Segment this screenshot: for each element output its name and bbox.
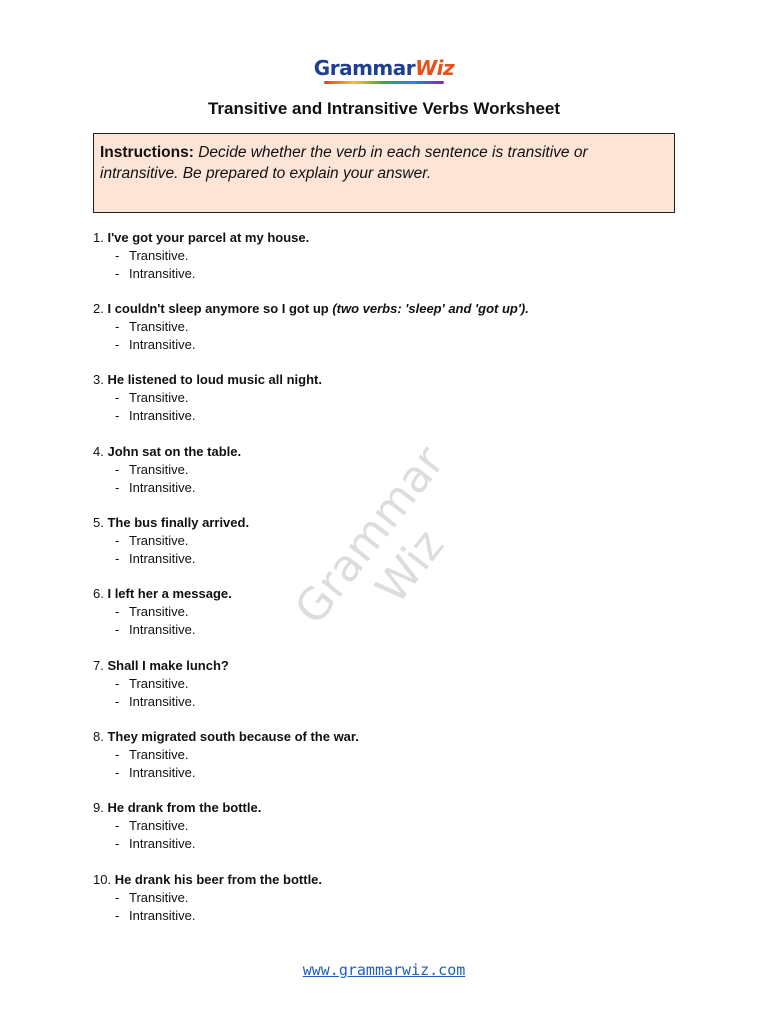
question-text: He drank his beer from the bottle. — [114, 872, 323, 887]
answer-option[interactable] — [93, 265, 309, 283]
answer-option-label: Intransitive. — [129, 765, 196, 780]
logo-underline — [324, 81, 444, 84]
question-text: Shall I make lunch? — [107, 658, 229, 673]
answer-option[interactable] — [93, 318, 529, 336]
question-text: I couldn't sleep anymore so I got up — [107, 301, 329, 316]
answer-option[interactable] — [93, 479, 241, 497]
answer-option-label: Intransitive. — [129, 694, 196, 709]
dash-bullet-icon: - — [115, 604, 120, 619]
question-line — [93, 585, 232, 603]
answer-option[interactable] — [93, 461, 241, 479]
answer-option-label: Intransitive. — [129, 622, 196, 637]
question-line — [93, 371, 322, 389]
answer-option[interactable] — [93, 603, 232, 621]
question-item — [93, 514, 249, 568]
question-text: He drank from the bottle. — [107, 800, 262, 815]
instructions-box — [93, 133, 675, 213]
answer-option[interactable] — [93, 407, 322, 425]
question-line — [93, 300, 529, 318]
answer-option-label: Transitive. — [129, 890, 189, 905]
answer-option[interactable] — [93, 550, 249, 568]
dash-bullet-icon: - — [115, 408, 120, 423]
answer-option-label: Intransitive. — [129, 408, 196, 423]
answer-option[interactable] — [93, 675, 229, 693]
question-number: 9. — [93, 800, 104, 815]
dash-bullet-icon: - — [115, 908, 120, 923]
answer-option-label: Transitive. — [129, 533, 189, 548]
logo-text-grammar: Grammar — [313, 56, 416, 80]
dash-bullet-icon: - — [115, 890, 120, 905]
answer-option[interactable] — [93, 621, 232, 639]
website-link[interactable]: www.grammarwiz.com — [302, 961, 466, 979]
instructions-text: Decide whether the verb in each sentence is transitive or intransitive. Be prepared to explain your answer. — [100, 144, 588, 182]
question-item — [93, 728, 359, 782]
dash-bullet-icon: - — [115, 337, 120, 352]
answer-option-label: Transitive. — [129, 818, 189, 833]
question-text: The bus finally arrived. — [107, 515, 250, 530]
question-text: They migrated south because of the war. — [107, 729, 359, 744]
answer-option[interactable] — [93, 764, 359, 782]
question-number: 5. — [93, 515, 104, 530]
dash-bullet-icon: - — [115, 390, 120, 405]
answer-option-label: Transitive. — [129, 747, 189, 762]
dash-bullet-icon: - — [115, 248, 120, 263]
answer-option-label: Intransitive. — [129, 551, 196, 566]
question-text: I've got your parcel at my house. — [107, 230, 310, 245]
dash-bullet-icon: - — [115, 818, 120, 833]
question-number: 8. — [93, 729, 104, 744]
dash-bullet-icon: - — [115, 676, 120, 691]
watermark: Grammar Wiz — [285, 436, 455, 634]
dash-bullet-icon: - — [115, 765, 120, 780]
dash-bullet-icon: - — [115, 319, 120, 334]
question-number: 7. — [93, 658, 104, 673]
question-line — [93, 728, 359, 746]
grammarwiz-logo — [0, 56, 768, 84]
question-item — [93, 443, 241, 497]
answer-option-label: Intransitive. — [129, 337, 196, 352]
question-item — [93, 871, 322, 925]
answer-option-label: Transitive. — [129, 462, 189, 477]
answer-option[interactable] — [93, 746, 359, 764]
answer-option[interactable] — [93, 835, 261, 853]
question-item — [93, 585, 232, 639]
question-item — [93, 799, 261, 853]
answer-option-label: Intransitive. — [129, 908, 196, 923]
answer-option-label: Transitive. — [129, 248, 189, 263]
question-number: 10. — [93, 872, 112, 887]
dash-bullet-icon: - — [115, 551, 120, 566]
question-item — [93, 229, 309, 283]
question-text: I left her a message. — [107, 586, 232, 601]
question-number: 4. — [93, 444, 104, 459]
question-item — [93, 657, 229, 711]
question-line — [93, 514, 249, 532]
dash-bullet-icon: - — [115, 266, 120, 281]
question-number: 1. — [93, 230, 104, 245]
question-item — [93, 371, 322, 425]
answer-option[interactable] — [93, 336, 529, 354]
question-number: 2. — [93, 301, 104, 316]
question-line — [93, 871, 322, 889]
answer-option-label: Intransitive. — [129, 836, 196, 851]
answer-option[interactable] — [93, 389, 322, 407]
answer-option[interactable] — [93, 693, 229, 711]
question-number: 6. — [93, 586, 104, 601]
answer-option[interactable] — [93, 907, 322, 925]
answer-option-label: Transitive. — [129, 604, 189, 619]
question-number: 3. — [93, 372, 104, 387]
question-item — [93, 300, 529, 354]
dash-bullet-icon: - — [115, 836, 120, 851]
answer-option-label: Transitive. — [129, 390, 189, 405]
answer-option-label: Intransitive. — [129, 266, 196, 281]
dash-bullet-icon: - — [115, 622, 120, 637]
dash-bullet-icon: - — [115, 480, 120, 495]
worksheet-title: Transitive and Intransitive Verbs Worksheet — [207, 99, 561, 118]
question-line — [93, 657, 229, 675]
answer-option-label: Transitive. — [129, 319, 189, 334]
instructions-label: Instructions: — [100, 144, 194, 161]
question-line — [93, 443, 241, 461]
answer-option[interactable] — [93, 532, 249, 550]
dash-bullet-icon: - — [115, 462, 120, 477]
question-text: John sat on the table. — [107, 444, 242, 459]
dash-bullet-icon: - — [115, 694, 120, 709]
answer-option-label: Intransitive. — [129, 480, 196, 495]
answer-option[interactable] — [93, 247, 309, 265]
question-text: He listened to loud music all night. — [107, 372, 322, 387]
question-note: (two verbs: 'sleep' and 'got up'). — [332, 301, 529, 316]
logo-text-wiz: Wiz — [415, 56, 455, 80]
question-line — [93, 799, 261, 817]
answer-option[interactable] — [93, 889, 322, 907]
dash-bullet-icon: - — [115, 747, 120, 762]
dash-bullet-icon: - — [115, 533, 120, 548]
question-line — [93, 229, 309, 247]
answer-option-label: Transitive. — [129, 676, 189, 691]
answer-option[interactable] — [93, 817, 261, 835]
